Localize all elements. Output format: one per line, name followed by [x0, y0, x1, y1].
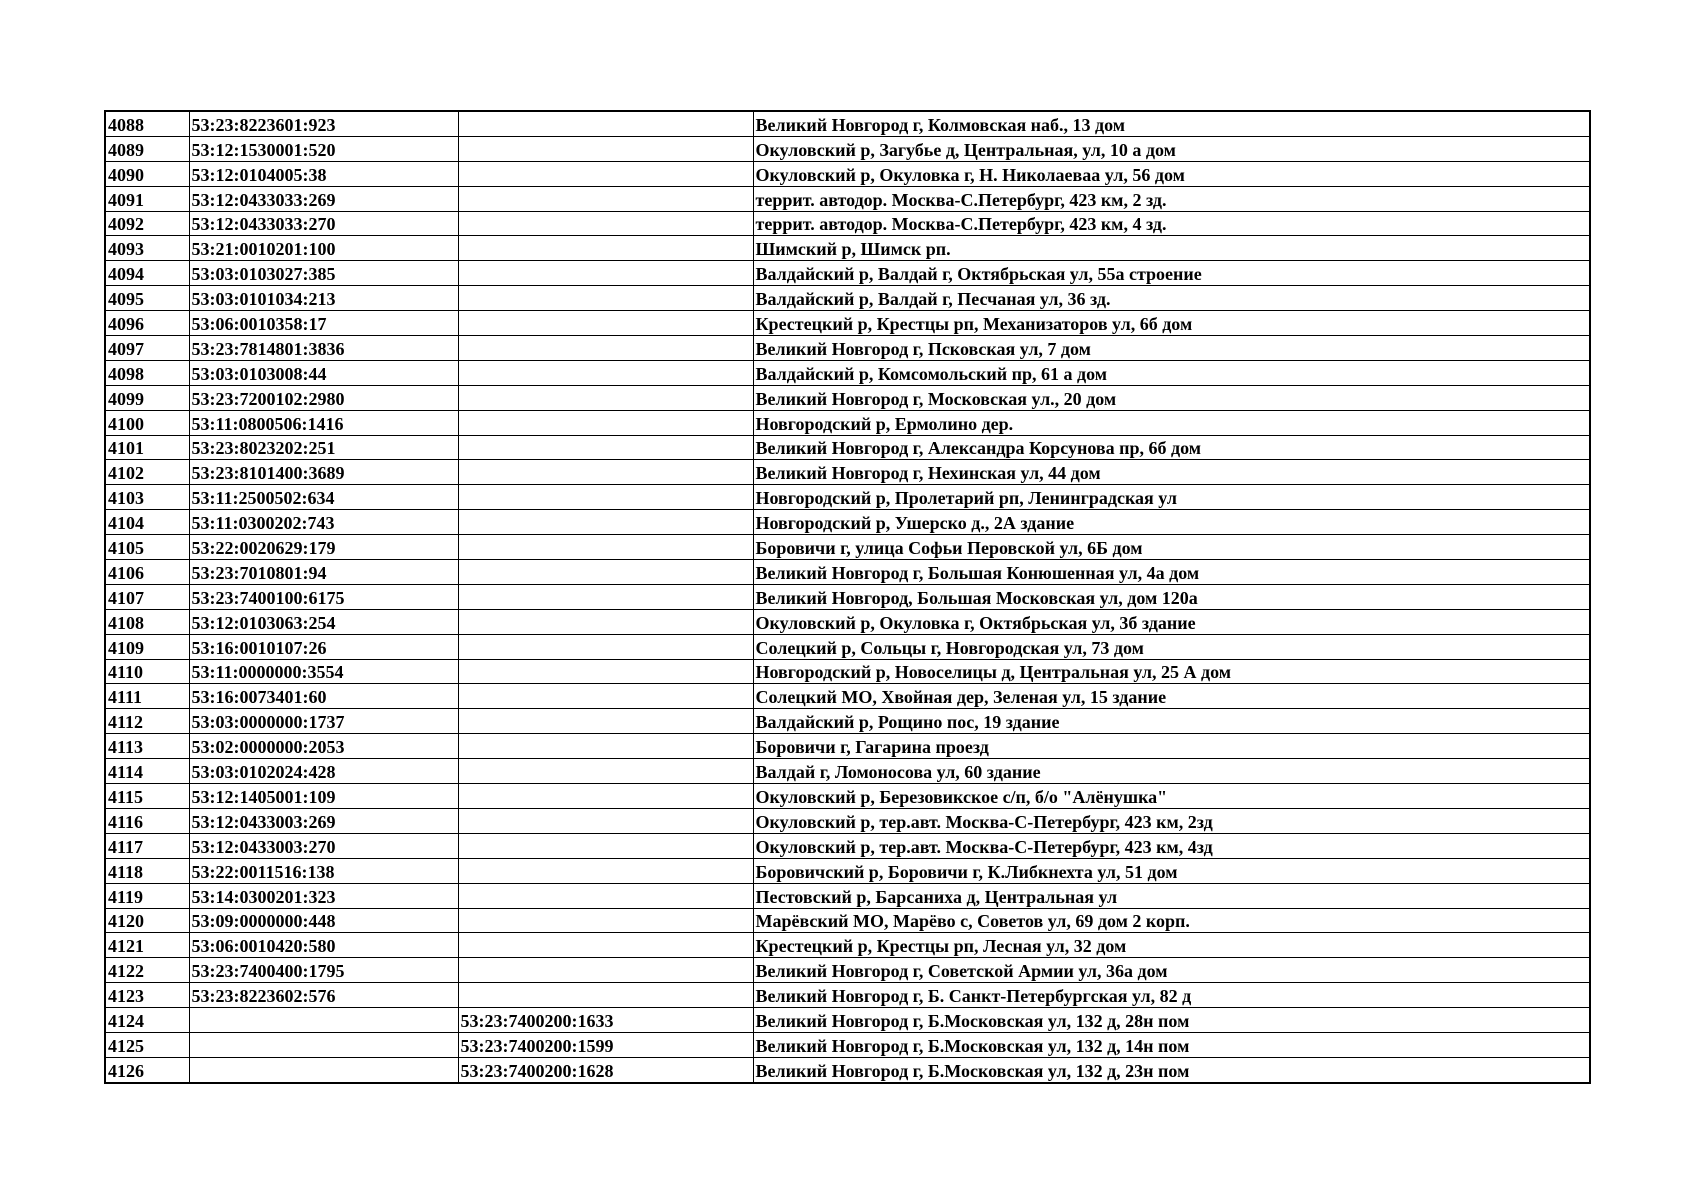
row-number-cell: 4100 — [105, 410, 189, 435]
cadastral-number-cell: 53:11:0300202:743 — [189, 510, 458, 535]
cadastral-number-premises-cell — [458, 161, 753, 186]
address-cell: террит. автодор. Москва-С.Петербург, 423 км, 2 зд. — [753, 186, 1590, 211]
cadastral-number-cell: 53:12:0433003:270 — [189, 833, 458, 858]
table-row — [105, 560, 1590, 585]
table-row — [105, 485, 1590, 510]
row-number-cell: 4106 — [105, 560, 189, 585]
address-cell: Великий Новгород г, Московская ул., 20 дом — [753, 385, 1590, 410]
table-row — [105, 136, 1590, 161]
address-cell: Великий Новгород г, Б.Московская ул, 132 д, 14н пом — [753, 1032, 1590, 1057]
address-cell: Шимский р, Шимск рп. — [753, 236, 1590, 261]
row-number-cell: 4126 — [105, 1057, 189, 1082]
cadastral-number-cell: 53:03:0102024:428 — [189, 759, 458, 784]
cadastral-number-premises-cell — [458, 958, 753, 983]
row-number-cell: 4103 — [105, 485, 189, 510]
address-cell: Солецкий р, Сольцы г, Новгородская ул, 73 дом — [753, 634, 1590, 659]
cadastral-number-premises-cell — [458, 136, 753, 161]
cadastral-number-cell: 53:21:0010201:100 — [189, 236, 458, 261]
row-number-cell: 4110 — [105, 659, 189, 684]
address-cell: Новгородский р, Ушерско д., 2А здание — [753, 510, 1590, 535]
address-cell: Крестецкий р, Крестцы рп, Механизаторов ул, 6б дом — [753, 311, 1590, 336]
table-row — [105, 1057, 1590, 1082]
row-number-cell: 4089 — [105, 136, 189, 161]
address-cell: Окуловский р, тер.авт. Москва-С-Петербург, 423 км, 2зд — [753, 808, 1590, 833]
cadastral-number-premises-cell — [458, 734, 753, 759]
cadastral-number-cell: 53:02:0000000:2053 — [189, 734, 458, 759]
row-number-cell: 4117 — [105, 833, 189, 858]
cadastral-number-cell: 53:22:0011516:138 — [189, 858, 458, 883]
cadastral-number-premises-cell — [458, 435, 753, 460]
row-number-cell: 4120 — [105, 908, 189, 933]
table-row — [105, 211, 1590, 236]
table-row — [105, 360, 1590, 385]
cadastral-number-cell: 53:22:0020629:179 — [189, 535, 458, 560]
row-number-cell: 4099 — [105, 385, 189, 410]
table-row — [105, 286, 1590, 311]
row-number-cell: 4098 — [105, 360, 189, 385]
cadastral-number-cell: 53:23:8223601:923 — [189, 111, 458, 136]
address-cell: Окуловский р, Загубье д, Центральная, ул, 10 а дом — [753, 136, 1590, 161]
address-cell: Великий Новгород г, Псковская ул, 7 дом — [753, 336, 1590, 361]
row-number-cell: 4097 — [105, 336, 189, 361]
address-cell: Окуловский р, Окуловка г, Октябрьская ул, 3б здание — [753, 609, 1590, 634]
table-row — [105, 958, 1590, 983]
address-cell: Великий Новгород г, Колмовская наб., 13 дом — [753, 111, 1590, 136]
table-row — [105, 535, 1590, 560]
table-row — [105, 161, 1590, 186]
table-row — [105, 1008, 1590, 1033]
cadastral-number-premises-cell — [458, 684, 753, 709]
cadastral-number-premises-cell — [458, 634, 753, 659]
table-row — [105, 261, 1590, 286]
cadastral-number-cell: 53:12:0433033:269 — [189, 186, 458, 211]
cadastral-number-cell: 53:23:7400400:1795 — [189, 958, 458, 983]
cadastral-number-premises-cell — [458, 311, 753, 336]
cadastral-number-premises-cell — [458, 808, 753, 833]
table-row — [105, 858, 1590, 883]
table-row — [105, 659, 1590, 684]
table-row — [105, 609, 1590, 634]
row-number-cell: 4114 — [105, 759, 189, 784]
cadastral-number-premises-cell: 53:23:7400200:1599 — [458, 1032, 753, 1057]
registry-table-body — [105, 111, 1590, 1083]
cadastral-number-premises-cell — [458, 908, 753, 933]
row-number-cell: 4109 — [105, 634, 189, 659]
property-registry-table — [104, 110, 1591, 1084]
cadastral-number-premises-cell — [458, 385, 753, 410]
address-cell: Новгородский р, Новоселицы д, Центральная ул, 25 А дом — [753, 659, 1590, 684]
address-cell: Новгородский р, Ермолино дер. — [753, 410, 1590, 435]
table-row — [105, 385, 1590, 410]
cadastral-number-cell: 53:11:0000000:3554 — [189, 659, 458, 684]
cadastral-number-cell: 53:16:0010107:26 — [189, 634, 458, 659]
row-number-cell: 4105 — [105, 535, 189, 560]
cadastral-number-cell: 53:12:0103063:254 — [189, 609, 458, 634]
table-row — [105, 808, 1590, 833]
row-number-cell: 4125 — [105, 1032, 189, 1057]
cadastral-number-cell: 53:23:7010801:94 — [189, 560, 458, 585]
cadastral-number-cell — [189, 1008, 458, 1033]
table-row — [105, 584, 1590, 609]
table-row — [105, 908, 1590, 933]
address-cell: Валдайский р, Валдай г, Октябрьская ул, 55а строение — [753, 261, 1590, 286]
row-number-cell: 4115 — [105, 784, 189, 809]
address-cell: Великий Новгород г, Б.Московская ул, 132 д, 28н пом — [753, 1008, 1590, 1033]
table-row — [105, 186, 1590, 211]
table-row — [105, 684, 1590, 709]
cadastral-number-premises-cell — [458, 833, 753, 858]
address-cell: Марёвский МО, Марёво с, Советов ул, 69 дом 2 корп. — [753, 908, 1590, 933]
table-row — [105, 410, 1590, 435]
cadastral-number-cell: 53:14:0300201:323 — [189, 883, 458, 908]
address-cell: Великий Новгород г, Нехинская ул, 44 дом — [753, 460, 1590, 485]
row-number-cell: 4096 — [105, 311, 189, 336]
cadastral-number-cell: 53:03:0000000:1737 — [189, 709, 458, 734]
row-number-cell: 4118 — [105, 858, 189, 883]
address-cell: Крестецкий р, Крестцы рп, Лесная ул, 32 дом — [753, 933, 1590, 958]
row-number-cell: 4107 — [105, 584, 189, 609]
cadastral-number-premises-cell — [458, 410, 753, 435]
address-cell: Великий Новгород г, Александра Корсунова пр, 6б дом — [753, 435, 1590, 460]
address-cell: Великий Новгород г, Б. Санкт-Петербургская ул, 82 д — [753, 983, 1590, 1008]
address-cell: террит. автодор. Москва-С.Петербург, 423 км, 4 зд. — [753, 211, 1590, 236]
cadastral-number-premises-cell — [458, 759, 753, 784]
cadastral-number-premises-cell — [458, 560, 753, 585]
cadastral-number-cell — [189, 1032, 458, 1057]
address-cell: Новгородский р, Пролетарий рп, Ленинградская ул — [753, 485, 1590, 510]
row-number-cell: 4092 — [105, 211, 189, 236]
table-row — [105, 759, 1590, 784]
cadastral-number-cell: 53:12:0104005:38 — [189, 161, 458, 186]
table-row — [105, 236, 1590, 261]
cadastral-number-premises-cell — [458, 659, 753, 684]
cadastral-number-cell: 53:12:1530001:520 — [189, 136, 458, 161]
row-number-cell: 4111 — [105, 684, 189, 709]
row-number-cell: 4088 — [105, 111, 189, 136]
row-number-cell: 4121 — [105, 933, 189, 958]
row-number-cell: 4119 — [105, 883, 189, 908]
table-row — [105, 336, 1590, 361]
row-number-cell: 4112 — [105, 709, 189, 734]
cadastral-number-premises-cell — [458, 784, 753, 809]
cadastral-number-cell: 53:12:0433003:269 — [189, 808, 458, 833]
cadastral-number-cell: 53:03:0101034:213 — [189, 286, 458, 311]
cadastral-number-premises-cell — [458, 485, 753, 510]
cadastral-number-premises-cell — [458, 510, 753, 535]
cadastral-number-premises-cell — [458, 236, 753, 261]
cadastral-number-cell: 53:23:8101400:3689 — [189, 460, 458, 485]
cadastral-number-premises-cell — [458, 211, 753, 236]
cadastral-number-premises-cell — [458, 336, 753, 361]
cadastral-number-premises-cell — [458, 609, 753, 634]
address-cell: Боровичский р, Боровичи г, К.Либкнехта ул, 51 дом — [753, 858, 1590, 883]
address-cell: Валдайский р, Рощино пос, 19 здание — [753, 709, 1590, 734]
table-row — [105, 883, 1590, 908]
cadastral-number-cell: 53:03:0103027:385 — [189, 261, 458, 286]
cadastral-number-premises-cell — [458, 111, 753, 136]
table-row — [105, 510, 1590, 535]
cadastral-number-premises-cell — [458, 584, 753, 609]
address-cell: Боровичи г, Гагарина проезд — [753, 734, 1590, 759]
cadastral-number-premises-cell — [458, 460, 753, 485]
cadastral-number-cell: 53:23:8023202:251 — [189, 435, 458, 460]
row-number-cell: 4104 — [105, 510, 189, 535]
row-number-cell: 4101 — [105, 435, 189, 460]
address-cell: Окуловский р, Березовикское с/п, б/о "Алёнушка" — [753, 784, 1590, 809]
cadastral-number-cell — [189, 1057, 458, 1082]
table-row — [105, 634, 1590, 659]
address-cell: Валдайский р, Валдай г, Песчаная ул, 36 зд. — [753, 286, 1590, 311]
cadastral-number-cell: 53:16:0073401:60 — [189, 684, 458, 709]
table-row — [105, 460, 1590, 485]
table-row — [105, 435, 1590, 460]
cadastral-number-premises-cell — [458, 883, 753, 908]
row-number-cell: 4095 — [105, 286, 189, 311]
row-number-cell: 4094 — [105, 261, 189, 286]
address-cell: Валдай г, Ломоносова ул, 60 здание — [753, 759, 1590, 784]
table-row — [105, 111, 1590, 136]
row-number-cell: 4091 — [105, 186, 189, 211]
cadastral-number-premises-cell — [458, 933, 753, 958]
cadastral-number-premises-cell — [458, 535, 753, 560]
address-cell: Валдайский р, Комсомольский пр, 61 а дом — [753, 360, 1590, 385]
row-number-cell: 4123 — [105, 983, 189, 1008]
row-number-cell: 4093 — [105, 236, 189, 261]
table-row — [105, 311, 1590, 336]
row-number-cell: 4108 — [105, 609, 189, 634]
address-cell: Великий Новгород г, Б.Московская ул, 132 д, 23н пом — [753, 1057, 1590, 1082]
cadastral-number-cell: 53:03:0103008:44 — [189, 360, 458, 385]
row-number-cell: 4122 — [105, 958, 189, 983]
cadastral-number-premises-cell — [458, 858, 753, 883]
cadastral-number-cell: 53:06:0010358:17 — [189, 311, 458, 336]
cadastral-number-cell: 53:09:0000000:448 — [189, 908, 458, 933]
cadastral-number-cell: 53:12:1405001:109 — [189, 784, 458, 809]
address-cell: Великий Новгород г, Советской Армии ул, 36а дом — [753, 958, 1590, 983]
address-cell: Великий Новгород г, Большая Конюшенная ул, 4а дом — [753, 560, 1590, 585]
address-cell: Окуловский р, тер.авт. Москва-С-Петербург, 423 км, 4зд — [753, 833, 1590, 858]
table-row — [105, 833, 1590, 858]
cadastral-number-cell: 53:12:0433033:270 — [189, 211, 458, 236]
cadastral-number-premises-cell — [458, 261, 753, 286]
row-number-cell: 4116 — [105, 808, 189, 833]
cadastral-number-cell: 53:23:7200102:2980 — [189, 385, 458, 410]
cadastral-number-premises-cell — [458, 983, 753, 1008]
row-number-cell: 4102 — [105, 460, 189, 485]
cadastral-number-cell: 53:23:8223602:576 — [189, 983, 458, 1008]
cadastral-number-premises-cell — [458, 360, 753, 385]
address-cell: Окуловский р, Окуловка г, Н. Николаеваа ул, 56 дом — [753, 161, 1590, 186]
address-cell: Великий Новгород, Большая Московская ул, дом 120а — [753, 584, 1590, 609]
row-number-cell: 4113 — [105, 734, 189, 759]
table-row — [105, 933, 1590, 958]
row-number-cell: 4090 — [105, 161, 189, 186]
table-row — [105, 784, 1590, 809]
table-row — [105, 1032, 1590, 1057]
row-number-cell: 4124 — [105, 1008, 189, 1033]
cadastral-number-cell: 53:23:7400100:6175 — [189, 584, 458, 609]
address-cell: Боровичи г, улица Софьи Перовской ул, 6Б дом — [753, 535, 1590, 560]
cadastral-number-premises-cell — [458, 709, 753, 734]
address-cell: Пестовский р, Барсаниха д, Центральная ул — [753, 883, 1590, 908]
table-row — [105, 709, 1590, 734]
table-row — [105, 734, 1590, 759]
cadastral-number-cell: 53:11:2500502:634 — [189, 485, 458, 510]
cadastral-number-premises-cell — [458, 186, 753, 211]
cadastral-number-premises-cell: 53:23:7400200:1633 — [458, 1008, 753, 1033]
cadastral-number-cell: 53:11:0800506:1416 — [189, 410, 458, 435]
cadastral-number-premises-cell: 53:23:7400200:1628 — [458, 1057, 753, 1082]
cadastral-number-cell: 53:06:0010420:580 — [189, 933, 458, 958]
table-row — [105, 983, 1590, 1008]
cadastral-number-premises-cell — [458, 286, 753, 311]
cadastral-number-cell: 53:23:7814801:3836 — [189, 336, 458, 361]
address-cell: Солецкий МО, Хвойная дер, Зеленая ул, 15 здание — [753, 684, 1590, 709]
